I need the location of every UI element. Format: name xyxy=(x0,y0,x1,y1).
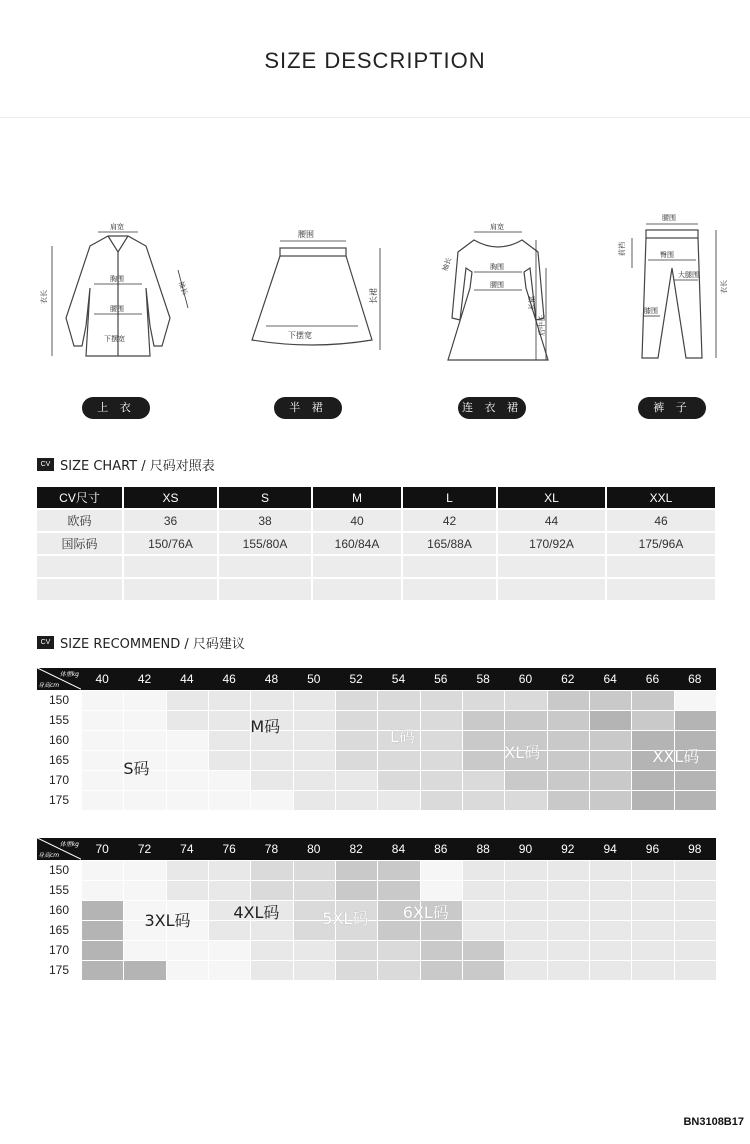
grid-cell xyxy=(463,731,504,750)
grid-cell xyxy=(505,771,546,790)
grid-cell xyxy=(336,711,377,730)
size-chart-cell: 155/80A xyxy=(218,532,312,555)
grid-cell xyxy=(421,771,462,790)
weight-header-cell: 48 xyxy=(264,672,279,686)
size-chart-cell xyxy=(123,578,218,601)
dress-chest-mark: 胸围 xyxy=(490,263,504,271)
shirt-diagram xyxy=(38,208,198,368)
grid-cell xyxy=(82,861,123,880)
height-row-label: 170 xyxy=(48,943,70,957)
shirt-hem-mark: 下摆宽 xyxy=(104,335,125,343)
grid-cell xyxy=(167,881,208,900)
grid-cell xyxy=(590,941,631,960)
grid-cell xyxy=(251,751,292,770)
grid-cell xyxy=(251,861,292,880)
grid-cell xyxy=(548,731,589,750)
height-row-label: 150 xyxy=(48,693,70,707)
grid-cell xyxy=(378,941,419,960)
weight-header-cell: 80 xyxy=(307,842,321,856)
grid-cell xyxy=(505,961,546,980)
grid-cell xyxy=(421,691,462,710)
size-zone-label: L码 xyxy=(390,727,415,746)
grid-cell xyxy=(548,711,589,730)
size-chart-table xyxy=(37,487,717,602)
height-row-label: 175 xyxy=(48,793,70,807)
table-row xyxy=(37,532,716,555)
grid-cell xyxy=(336,861,377,880)
grid-cell xyxy=(463,771,504,790)
size-zone-label: XL码 xyxy=(504,743,541,762)
height-row-label: 155 xyxy=(48,713,70,727)
grid-cell xyxy=(590,771,631,790)
size-chart-cell xyxy=(123,555,218,578)
size-chart-cell xyxy=(312,578,402,601)
dress-waist-mark: 腰围 xyxy=(490,281,504,289)
table-row xyxy=(37,578,716,601)
grid-cell xyxy=(251,881,292,900)
grid-cell xyxy=(675,771,716,790)
grid-cell xyxy=(378,751,419,770)
size-chart-heading xyxy=(37,455,215,473)
size-chart-header-cell: CV尺寸 xyxy=(37,487,123,509)
grid-cell xyxy=(590,711,631,730)
weight-header-cell: 90 xyxy=(518,842,533,856)
skirt-diagram xyxy=(232,208,392,368)
product-code: BN3108B17 xyxy=(683,1116,744,1128)
size-zone-label: 4XL码 xyxy=(233,903,280,922)
size-chart-cell: 150/76A xyxy=(123,532,218,555)
grid-cell xyxy=(463,691,504,710)
grid-cell xyxy=(251,941,292,960)
grid-cell xyxy=(124,711,165,730)
size-zone-label: XXL码 xyxy=(652,747,700,766)
size-chart-cell xyxy=(606,578,716,601)
grid-cell xyxy=(209,961,250,980)
grid-cell xyxy=(209,711,250,730)
grid-cell xyxy=(378,921,419,940)
grid-cell xyxy=(82,791,123,810)
grid-cell xyxy=(378,691,419,710)
weight-header-cell: 52 xyxy=(349,672,363,686)
grid-cell xyxy=(167,711,208,730)
grid-cell xyxy=(463,901,504,920)
grid-cell xyxy=(124,961,165,980)
grid-cell xyxy=(590,791,631,810)
grid-cell xyxy=(590,901,631,920)
size-chart-header-row xyxy=(37,487,716,509)
grid-cell xyxy=(209,921,250,940)
grid-cell xyxy=(505,941,546,960)
size-chart-cell xyxy=(218,578,312,601)
grid-cell xyxy=(505,901,546,920)
weight-header-cell: 86 xyxy=(434,842,448,856)
height-axis-label: 身高cm xyxy=(38,852,60,859)
grid-cell xyxy=(167,751,208,770)
size-chart-cell: 46 xyxy=(606,509,716,532)
weight-axis-label: 体重kg xyxy=(59,841,79,848)
shirt-chest-mark: 胸围 xyxy=(110,275,124,283)
grid-cell xyxy=(82,941,123,960)
grid-cell xyxy=(209,941,250,960)
grid-cell xyxy=(124,791,165,810)
grid-cell xyxy=(82,691,123,710)
grid-cell xyxy=(336,771,377,790)
pants-thigh-mark: 大腿围 xyxy=(678,271,699,279)
height-row-label: 155 xyxy=(48,883,70,897)
grid-cell xyxy=(463,961,504,980)
grid-cell xyxy=(251,791,292,810)
height-row-label: 165 xyxy=(48,923,70,937)
grid-cell xyxy=(548,861,589,880)
table-row xyxy=(37,555,716,578)
grid-cell xyxy=(632,901,673,920)
skirt-waist-mark: 腰围 xyxy=(298,230,314,239)
height-axis-label: 身高cm xyxy=(38,682,60,689)
weight-header-cell: 46 xyxy=(222,672,236,686)
grid-cell xyxy=(463,751,504,770)
size-chart-header-cell: M xyxy=(312,487,402,509)
size-recommend-title: SIZE RECOMMEND / 尺码建议 xyxy=(60,636,245,652)
skirt-tag: 半 裙 xyxy=(274,397,342,419)
grid-cell xyxy=(336,941,377,960)
weight-header-cell: 40 xyxy=(95,672,109,686)
shirt-tag: 上 衣 xyxy=(82,397,150,419)
grid-cell xyxy=(124,861,165,880)
size-chart-cell xyxy=(218,555,312,578)
size-chart-cell xyxy=(402,578,497,601)
grid-cell xyxy=(632,921,673,940)
table-row xyxy=(37,509,716,532)
grid-cell xyxy=(82,711,123,730)
weight-header-cell: 74 xyxy=(180,842,194,856)
grid-cell xyxy=(463,791,504,810)
grid-cell xyxy=(167,941,208,960)
grid-cell xyxy=(251,921,292,940)
weight-header-cell: 44 xyxy=(180,672,194,686)
weight-header-cell: 68 xyxy=(688,672,702,686)
size-zone-label: 3XL码 xyxy=(144,911,191,930)
dress-back-length-mark: 后中长 xyxy=(538,315,546,336)
grid-cell xyxy=(378,961,419,980)
grid-cell xyxy=(294,691,335,710)
weight-header-cell: 66 xyxy=(645,672,660,686)
size-chart-header-cell: XL xyxy=(497,487,606,509)
grid-cell xyxy=(632,941,673,960)
weight-header-cell: 54 xyxy=(391,672,406,686)
weight-header-cell: 94 xyxy=(603,842,617,856)
grid-cell xyxy=(82,961,123,980)
grid-cell xyxy=(421,711,462,730)
grid-cell xyxy=(548,881,589,900)
pants-length-mark: 衣长 xyxy=(720,280,728,294)
grid-cell xyxy=(336,751,377,770)
size-chart-header-cell: S xyxy=(218,487,312,509)
grid-cell xyxy=(82,771,123,790)
pants-tag: 裤 子 xyxy=(638,397,706,419)
grid-cell xyxy=(378,771,419,790)
size-chart-cell xyxy=(497,578,606,601)
grid-cell xyxy=(548,791,589,810)
grid-cell xyxy=(251,771,292,790)
grid-cell xyxy=(167,731,208,750)
grid-cell xyxy=(336,731,377,750)
grid-cell xyxy=(251,961,292,980)
weight-header-cell: 64 xyxy=(603,672,617,686)
grid-cell xyxy=(209,751,250,770)
grid-cell xyxy=(124,881,165,900)
grid-cell xyxy=(167,791,208,810)
size-chart-cell xyxy=(497,555,606,578)
grid-cell xyxy=(251,691,292,710)
grid-cell xyxy=(336,881,377,900)
grid-cell xyxy=(675,861,716,880)
cv-logo-icon: CV xyxy=(37,636,54,649)
grid-cell xyxy=(124,731,165,750)
grid-cell xyxy=(421,961,462,980)
grid-cell xyxy=(675,881,716,900)
height-row-label: 165 xyxy=(48,753,70,767)
grid-cell xyxy=(675,691,716,710)
grid-cell xyxy=(421,861,462,880)
pants-hip-mark: 臀围 xyxy=(660,251,674,259)
grid-cell xyxy=(632,861,673,880)
grid-cell xyxy=(209,771,250,790)
size-chart-cell: 44 xyxy=(497,509,606,532)
grid-cell xyxy=(548,691,589,710)
weight-header-cell: 82 xyxy=(349,842,363,856)
grid-cell xyxy=(378,881,419,900)
grid-cell xyxy=(590,691,631,710)
size-recommend-grid-2 xyxy=(37,838,716,982)
weight-header-cell: 50 xyxy=(307,672,321,686)
grid-cell xyxy=(294,791,335,810)
grid-cell xyxy=(336,961,377,980)
grid-cell xyxy=(421,731,462,750)
grid-cell xyxy=(294,881,335,900)
weight-header-cell: 42 xyxy=(137,672,152,686)
weight-header-cell: 72 xyxy=(137,842,152,856)
grid-cell xyxy=(294,751,335,770)
size-chart-cell: 38 xyxy=(218,509,312,532)
weight-axis-label: 体重kg xyxy=(59,671,79,678)
size-chart-cell xyxy=(606,555,716,578)
grid-cell xyxy=(209,861,250,880)
size-chart-header-cell: XXL xyxy=(606,487,716,509)
grid-cell xyxy=(505,861,546,880)
grid-cell xyxy=(378,791,419,810)
pants-waist-mark: 腰围 xyxy=(662,214,676,222)
grid-cell xyxy=(463,941,504,960)
grid-cell xyxy=(590,881,631,900)
grid-cell xyxy=(82,751,123,770)
grid-cell xyxy=(675,921,716,940)
grid-cell xyxy=(209,881,250,900)
grid-cell xyxy=(336,691,377,710)
size-zone-label: M码 xyxy=(250,717,281,736)
grid-cell xyxy=(82,921,123,940)
grid-cell xyxy=(294,861,335,880)
dress-shoulder-mark: 肩宽 xyxy=(490,223,504,231)
pants-knee-mark: 膝围 xyxy=(644,307,658,315)
grid-cell xyxy=(294,961,335,980)
grid-cell xyxy=(167,961,208,980)
grid-cell xyxy=(124,941,165,960)
grid-cell xyxy=(505,711,546,730)
grid-cell xyxy=(505,791,546,810)
size-recommend-grid-1 xyxy=(37,668,716,812)
divider xyxy=(0,117,750,118)
weight-header-cell: 62 xyxy=(561,672,575,686)
grid-cell xyxy=(548,961,589,980)
skirt-length-mark: 长裙 xyxy=(369,288,378,304)
grid-cell xyxy=(378,861,419,880)
grid-cell xyxy=(548,751,589,770)
weight-header-cell: 92 xyxy=(561,842,575,856)
grid-cell xyxy=(209,691,250,710)
weight-header-cell: 60 xyxy=(518,672,533,686)
grid-cell xyxy=(209,791,250,810)
dress-sleeve-mark: 袖长 xyxy=(440,256,454,273)
weight-header-cell: 88 xyxy=(476,842,490,856)
grid-cell xyxy=(590,861,631,880)
grid-cell xyxy=(82,731,123,750)
weight-header-cell: 58 xyxy=(476,672,490,686)
size-chart-cell xyxy=(312,555,402,578)
size-chart-cell: 国际码 xyxy=(37,532,123,555)
size-chart-cell xyxy=(37,555,123,578)
grid-cell xyxy=(675,711,716,730)
weight-header-cell: 56 xyxy=(434,672,448,686)
grid-cell xyxy=(548,921,589,940)
grid-cell xyxy=(548,941,589,960)
weight-header-cell: 76 xyxy=(222,842,236,856)
size-chart-header-cell: L xyxy=(402,487,497,509)
grid-cell xyxy=(463,711,504,730)
page-title: SIZE DESCRIPTION xyxy=(264,48,486,73)
grid-cell xyxy=(82,881,123,900)
size-zone-label: 5XL码 xyxy=(322,909,369,928)
size-zone-label: 6XL码 xyxy=(402,903,449,922)
size-chart-title: SIZE CHART / 尺码对照表 xyxy=(60,458,215,474)
grid-cell xyxy=(632,881,673,900)
shirt-shoulder-mark: 肩宽 xyxy=(110,223,124,231)
grid-cell xyxy=(294,771,335,790)
grid-cell xyxy=(421,881,462,900)
grid-cell xyxy=(167,691,208,710)
height-row-label: 160 xyxy=(48,903,70,917)
grid-corner-cell xyxy=(37,668,81,690)
dress-length-mark: 长裙 xyxy=(528,296,536,310)
weight-header-cell: 78 xyxy=(264,842,279,856)
height-row-label: 160 xyxy=(48,733,70,747)
weight-header-cell: 70 xyxy=(95,842,109,856)
pants-diagram xyxy=(596,208,750,368)
grid-cell xyxy=(632,961,673,980)
weight-header-cell: 96 xyxy=(645,842,660,856)
size-chart-cell xyxy=(402,555,497,578)
grid-cell xyxy=(632,771,673,790)
grid-corner-cell xyxy=(37,838,81,860)
size-chart-cell: 175/96A xyxy=(606,532,716,555)
grid-cell xyxy=(209,731,250,750)
grid-cell xyxy=(294,711,335,730)
grid-cell xyxy=(590,921,631,940)
grid-cell xyxy=(632,791,673,810)
grid-cell xyxy=(167,861,208,880)
size-chart-cell: 160/84A xyxy=(312,532,402,555)
skirt-hem-mark: 下摆宽 xyxy=(288,331,312,340)
size-chart-cell: 165/88A xyxy=(402,532,497,555)
grid-cell xyxy=(421,791,462,810)
grid-cell xyxy=(675,901,716,920)
grid-cell xyxy=(675,961,716,980)
height-row-label: 150 xyxy=(48,863,70,877)
grid-cell xyxy=(632,711,673,730)
grid-cell xyxy=(421,921,462,940)
grid-cell xyxy=(294,941,335,960)
grid-cell xyxy=(632,691,673,710)
size-chart-cell: 40 xyxy=(312,509,402,532)
shirt-sleeve-mark: 袖长 xyxy=(176,280,190,297)
size-chart-cell: 170/92A xyxy=(497,532,606,555)
grid-cell xyxy=(590,731,631,750)
cv-logo-icon: CV xyxy=(37,458,54,471)
size-chart-cell: 36 xyxy=(123,509,218,532)
grid-cell xyxy=(505,921,546,940)
grid-cell xyxy=(167,771,208,790)
size-chart-header-cell: XS xyxy=(123,487,218,509)
grid-cell xyxy=(505,691,546,710)
grid-cell xyxy=(336,791,377,810)
weight-header-cell: 84 xyxy=(391,842,406,856)
grid-cell xyxy=(590,751,631,770)
dress-diagram xyxy=(418,208,578,368)
grid-cell xyxy=(294,731,335,750)
shirt-waist-mark: 腰围 xyxy=(110,305,124,313)
grid-cell xyxy=(124,691,165,710)
grid-cell xyxy=(590,961,631,980)
pants-rise-mark: 前裆 xyxy=(618,242,626,256)
height-row-label: 170 xyxy=(48,773,70,787)
size-chart-cell xyxy=(37,578,123,601)
dress-tag: 连 衣 裙 xyxy=(458,397,526,419)
grid-cell xyxy=(548,771,589,790)
weight-header-cell: 98 xyxy=(688,842,702,856)
size-zone-label: S码 xyxy=(123,759,150,778)
grid-cell xyxy=(548,901,589,920)
height-row-label: 175 xyxy=(48,963,70,977)
grid-cell xyxy=(463,921,504,940)
grid-cell xyxy=(463,861,504,880)
grid-cell xyxy=(675,791,716,810)
size-chart-cell: 42 xyxy=(402,509,497,532)
grid-cell xyxy=(421,941,462,960)
shirt-length-mark: 衣长 xyxy=(40,290,48,304)
grid-cell xyxy=(463,881,504,900)
grid-cell xyxy=(675,941,716,960)
grid-cell xyxy=(505,881,546,900)
size-recommend-heading xyxy=(37,633,245,651)
size-chart-cell: 欧码 xyxy=(37,509,123,532)
grid-cell xyxy=(421,751,462,770)
grid-cell xyxy=(82,901,123,920)
